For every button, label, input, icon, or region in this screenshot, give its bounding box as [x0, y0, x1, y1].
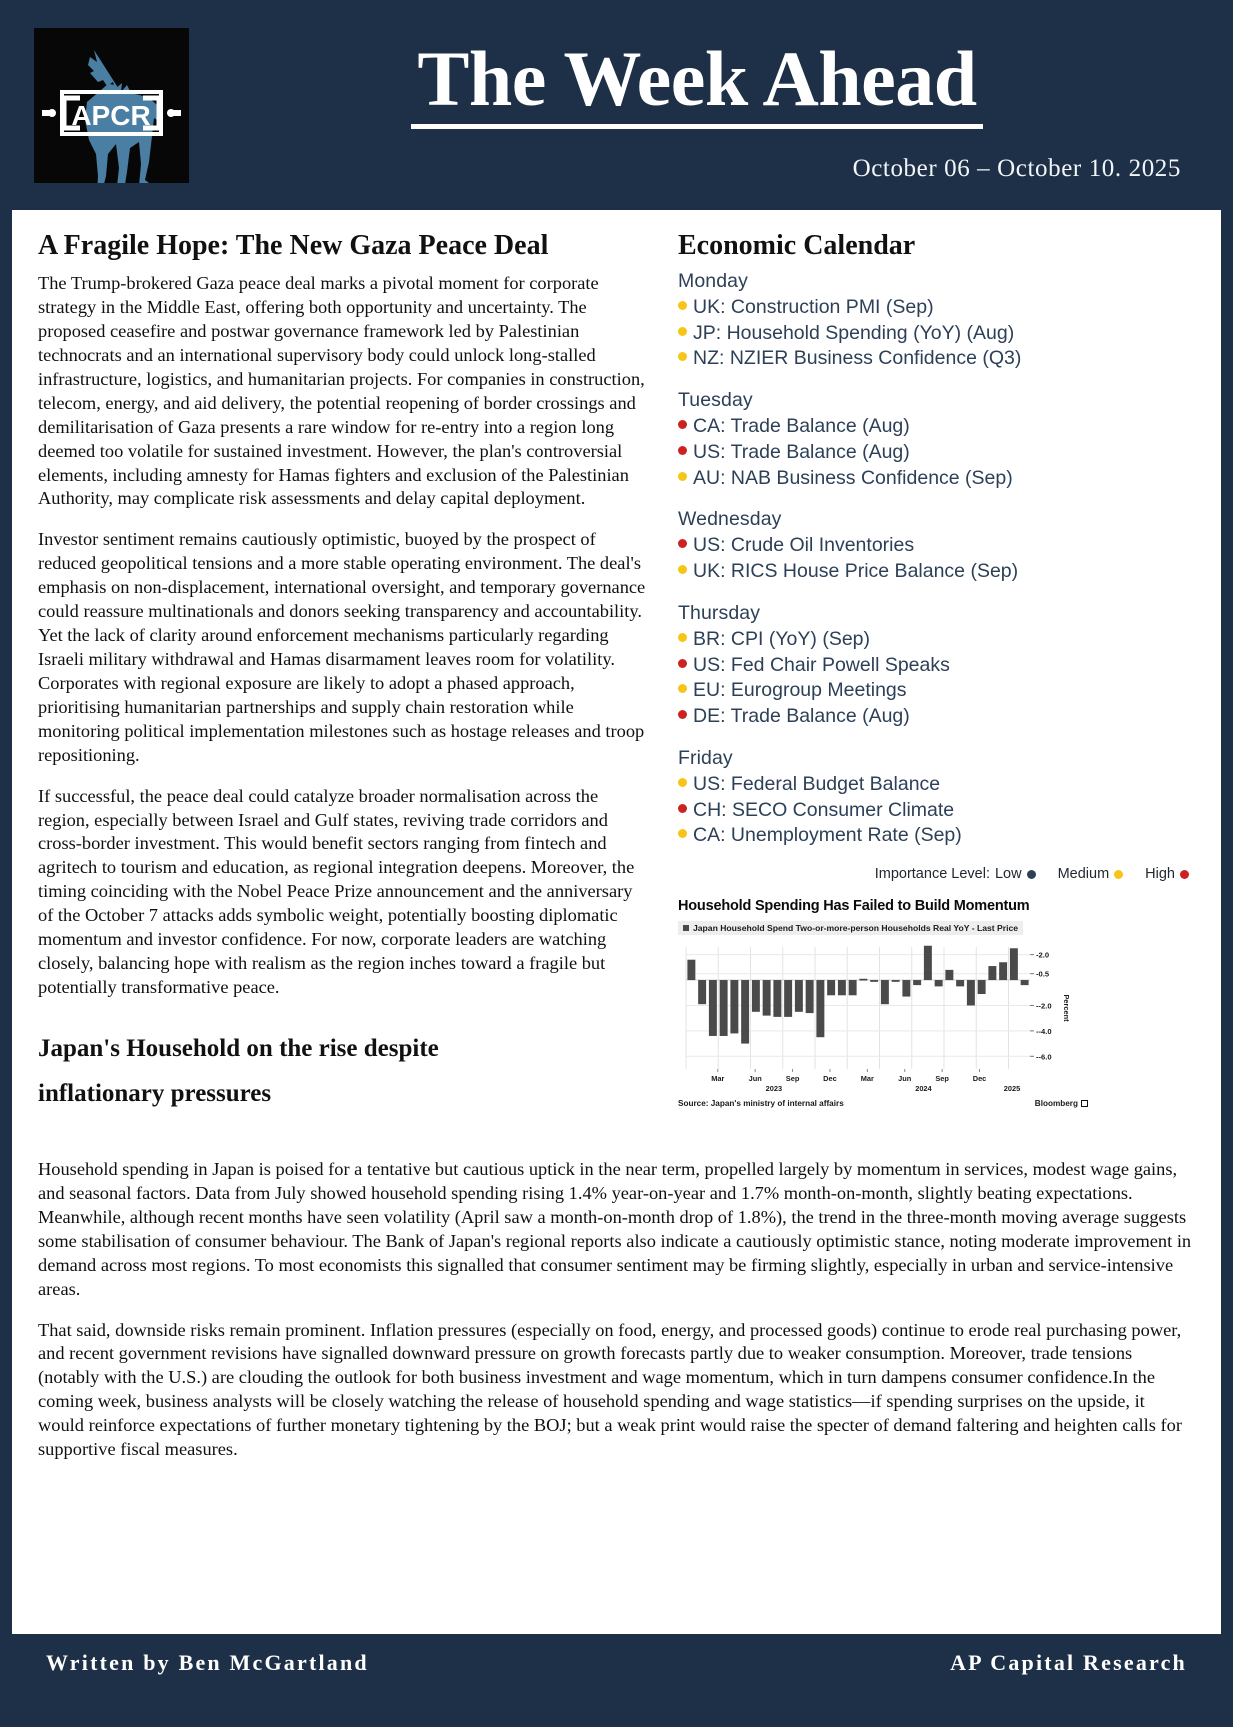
calendar-event-label: US: Trade Balance (Aug) — [693, 440, 910, 463]
header-title-block — [189, 28, 1205, 183]
calendar-title: Economic Calendar — [678, 230, 916, 261]
calendar-event-item[interactable] — [678, 466, 1195, 492]
article-secondary-paragraph-2: That said, downside risks remain prominent. Inflation pressures (especially on food, energy, and processed goods) continue to erode real purchasing power, and recent government revisions have signalled downward pressure on growth forecasts partly due to weaker consumption. Moreover, trade tensions (notably with the U.S.) are clouding the outlook for both business investment and wage momentum, which in turn dampens consumer confidence.In the coming week, business analysts will be closely watching the release of household spending and wage statistics—if spending surprises on the upside, it would reinforce expectations of further monetary tightening by the BOJ; but a weak print would raise the specter of demand faltering and heighten calls for supportive fiscal measures. — [38, 1319, 1182, 1460]
article-main-paragraph-2: Investor sentiment remains cautiously optimistic, buoyed by the prospect of reduced geopolitical tensions and a more stable operating environment. The deal's emphasis on non-displacement, international oversight, and temporary governance could reassure multinationals and donors seeking transparency and accountability. Yet the lack of clarity around enforcement mechanisms particularly regarding Israeli military withdrawal and Hamas disarmament leaves room for volatility. Corporates with regional exposure are likely to adopt a phased approach, prioritising humanitarian partnerships and supply chain restoration while monitoring political implementation milestones such as hostage releases and troop repositioning. — [38, 529, 646, 765]
svg-text:--6.0: --6.0 — [1036, 1052, 1052, 1062]
calendar-day-label: Friday — [678, 746, 733, 769]
calendar-event-label: CA: Unemployment Rate (Sep) — [693, 824, 962, 847]
chart-svg — [678, 937, 1088, 1097]
calendar-event-label: US: Fed Chair Powell Speaks — [693, 653, 950, 676]
importance-dot-icon — [678, 539, 687, 548]
legend-medium-dot-icon — [1114, 870, 1123, 879]
page-title: The Week Ahead — [411, 40, 982, 129]
chart-attribution-label: Bloomberg — [1034, 1099, 1078, 1109]
legend-medium-label: Medium — [1057, 866, 1110, 883]
calendar-event-label: US: Crude Oil Inventories — [693, 534, 915, 557]
calendar-event-label: DE: Trade Balance (Aug) — [693, 705, 910, 728]
importance-dot-icon — [678, 352, 687, 361]
calendar-event-label: UK: RICS House Price Balance (Sep) — [693, 560, 1019, 583]
calendar-event-label: JP: Household Spending (YoY) (Aug) — [693, 321, 1015, 344]
calendar-event-item[interactable] — [678, 295, 1195, 321]
importance-dot-icon — [678, 565, 687, 574]
economic-calendar-list — [678, 270, 1195, 849]
svg-text:Mar: Mar — [711, 1074, 725, 1084]
date-range: October 06 – October 10. 2025 — [852, 155, 1181, 182]
two-column-area — [38, 224, 1195, 1144]
svg-text:Jun: Jun — [898, 1074, 912, 1084]
legend-low-dot-icon — [1027, 870, 1036, 879]
deer-logo-icon — [34, 28, 189, 183]
right-column — [674, 224, 1195, 1144]
legend-high-dot-icon — [1180, 870, 1189, 879]
legend-low-label: Low — [994, 866, 1022, 883]
article-secondary-paragraph-1: Household spending in Japan is poised for a tentative but cautious uptick in the near term, propelled largely by momentum in services, modest wage gains, and seasonal factors. Data from July showed household spending rising 1.4% year-on-year and 1.7% month-on-month, slightly beating expectations. Meanwhile, although recent months have seen volatility (April saw a month-on-month drop of 1.8%), the trend in the three-month moving average suggests some stabilisation of consumer behaviour. The Bank of Japan's regional reports also indicate a cautiously optimistic stance, noting moderate improvement in demand across most regions. To most economists this signalled that consumer sentiment may be firming slightly, especially in urban and service-intensive areas. — [38, 1159, 1192, 1299]
footer-author: Written by Ben McGartland — [46, 1650, 369, 1675]
article-secondary-body — [38, 1158, 1195, 1462]
chart-legend-label: Japan Household Spend Two-or-more-person Households Real YoY - Last Price — [693, 923, 1019, 934]
calendar-event-item[interactable] — [678, 653, 1195, 679]
household-spending-chart — [678, 898, 1088, 1108]
calendar-event-item[interactable] — [678, 678, 1195, 704]
legend-prefix: Importance Level: — [874, 866, 990, 883]
importance-dot-icon — [678, 684, 687, 693]
calendar-event-item[interactable] — [678, 414, 1195, 440]
svg-text:Sep: Sep — [785, 1074, 800, 1084]
svg-text:Dec: Dec — [823, 1074, 837, 1084]
chart-source: Source: Japan's ministry of internal affairs — [678, 1099, 844, 1109]
importance-dot-icon — [678, 420, 687, 429]
calendar-day-label: Thursday — [678, 601, 761, 624]
calendar-day-label: Tuesday — [678, 389, 753, 412]
article-main-paragraph-3: If successful, the peace deal could catalyze broader normalisation across the region, especially between Israel and Gulf states, reviving trade corridors and cross-border investment. This would benefit sectors ranging from fintech and agritech to tourism and education, as regional integration deepens. Moreover, the timing coinciding with the Nobel Peace Prize announcement and the anniversary of the October 7 attacks adds symbolic weight, potentially boosting diplomatic momentum and investor confidence. For now, corporate leaders are watching closely, balancing hope with realism as the region inches toward a fragile but potentially transformative peace. — [38, 785, 635, 997]
calendar-event-item[interactable] — [678, 533, 1195, 559]
svg-text:2024: 2024 — [915, 1084, 932, 1094]
footer-company: AP Capital Research — [950, 1650, 1187, 1675]
calendar-event-label: AU: NAB Business Confidence (Sep) — [693, 466, 1013, 489]
calendar-event-label: US: Federal Budget Balance — [693, 772, 941, 795]
calendar-event-label: EU: Eurogroup Meetings — [693, 679, 907, 702]
svg-text:-2.0: -2.0 — [1036, 950, 1050, 960]
calendar-event-label: NZ: NZIER Business Confidence (Q3) — [693, 347, 1022, 370]
article-main-title: A Fragile Hope: The New Gaza Peace Deal — [38, 230, 549, 261]
chart-legend-swatch-icon — [683, 925, 689, 931]
article-main-paragraph-1: The Trump-brokered Gaza peace deal marks a pivotal moment for corporate strategy in the Middle East, offering both opportunity and uncertainty. The proposed ceasefire and postwar governance framework led by Palestinian technocrats and an international supervisory body could unlock long-stalled infrastructure, logistics, and humanitarian projects. For companies in construction, telecom, energy, and aid delivery, the potential reopening of border crossings and demilitarisation of Gaza presents a rare window for re-entry into a region long deemed too volatile for sustained investment. However, the plan's controversial elements, including amnesty for Hamas fighters and exclusion of the Palestinian Authority, may complicate risk assessments and delay capital deployment. — [38, 273, 645, 509]
chart-legend — [678, 921, 1023, 935]
calendar-day-group — [678, 389, 1195, 491]
importance-dot-icon — [678, 659, 687, 668]
importance-legend — [674, 866, 1189, 882]
content-sheet — [12, 210, 1221, 1634]
calendar-event-item[interactable] — [678, 704, 1195, 730]
calendar-event-item[interactable] — [678, 346, 1195, 372]
calendar-day-group — [678, 270, 1195, 372]
article-secondary-title-line2: inflationary pressures — [38, 1079, 272, 1107]
bloomberg-square-icon — [1081, 1100, 1088, 1107]
calendar-event-label: CA: Trade Balance (Aug) — [693, 415, 910, 438]
svg-text:2023: 2023 — [765, 1084, 783, 1094]
logo-text: APCR — [71, 100, 151, 131]
importance-dot-icon — [678, 446, 687, 455]
chart-attribution — [1035, 1099, 1088, 1108]
chart-footer — [678, 1099, 1088, 1108]
importance-dot-icon — [678, 633, 687, 642]
calendar-event-label: BR: CPI (YoY) (Sep) — [693, 627, 871, 650]
calendar-day-label: Monday — [678, 270, 748, 292]
chart-title: Household Spending Has Failed to Build Momentum — [678, 898, 1030, 915]
svg-text:--2.0: --2.0 — [1036, 1001, 1052, 1011]
calendar-event-item[interactable] — [678, 321, 1195, 347]
svg-text:-0.5: -0.5 — [1036, 969, 1050, 979]
calendar-event-label: CH: SECO Consumer Climate — [693, 798, 955, 821]
svg-text:Percent: Percent — [1062, 994, 1071, 1022]
svg-text:Jun: Jun — [748, 1074, 762, 1084]
calendar-event-item[interactable] — [678, 559, 1195, 585]
page-header — [12, 10, 1221, 210]
calendar-event-item[interactable] — [678, 440, 1195, 466]
importance-dot-icon — [678, 472, 687, 481]
importance-dot-icon — [678, 327, 687, 336]
calendar-day-group — [678, 508, 1195, 584]
importance-dot-icon — [678, 804, 687, 813]
apcr-logo — [34, 28, 189, 183]
svg-text:Mar: Mar — [860, 1074, 874, 1084]
importance-dot-icon — [678, 710, 687, 719]
importance-dot-icon — [678, 829, 687, 838]
calendar-event-item[interactable] — [678, 823, 1195, 849]
svg-text:2025: 2025 — [1003, 1084, 1021, 1094]
calendar-event-item[interactable] — [678, 627, 1195, 653]
importance-dot-icon — [678, 778, 687, 787]
calendar-event-label: UK: Construction PMI (Sep) — [693, 296, 934, 318]
svg-text:--4.0: --4.0 — [1036, 1026, 1052, 1036]
svg-text:Sep: Sep — [935, 1074, 949, 1084]
calendar-day-group — [678, 747, 1195, 849]
page-footer — [12, 1634, 1221, 1692]
left-column — [38, 224, 648, 1144]
importance-dot-icon — [678, 301, 687, 310]
calendar-event-item[interactable] — [678, 798, 1195, 824]
calendar-day-label: Wednesday — [678, 508, 782, 531]
legend-high-label: High — [1145, 866, 1175, 883]
calendar-event-item[interactable] — [678, 772, 1195, 798]
article-secondary-title-line1: Japan's Household on the rise despite — [38, 1034, 439, 1062]
chart-plot-area — [678, 937, 1088, 1097]
calendar-day-group — [678, 602, 1195, 730]
svg-text:Dec: Dec — [972, 1074, 987, 1084]
